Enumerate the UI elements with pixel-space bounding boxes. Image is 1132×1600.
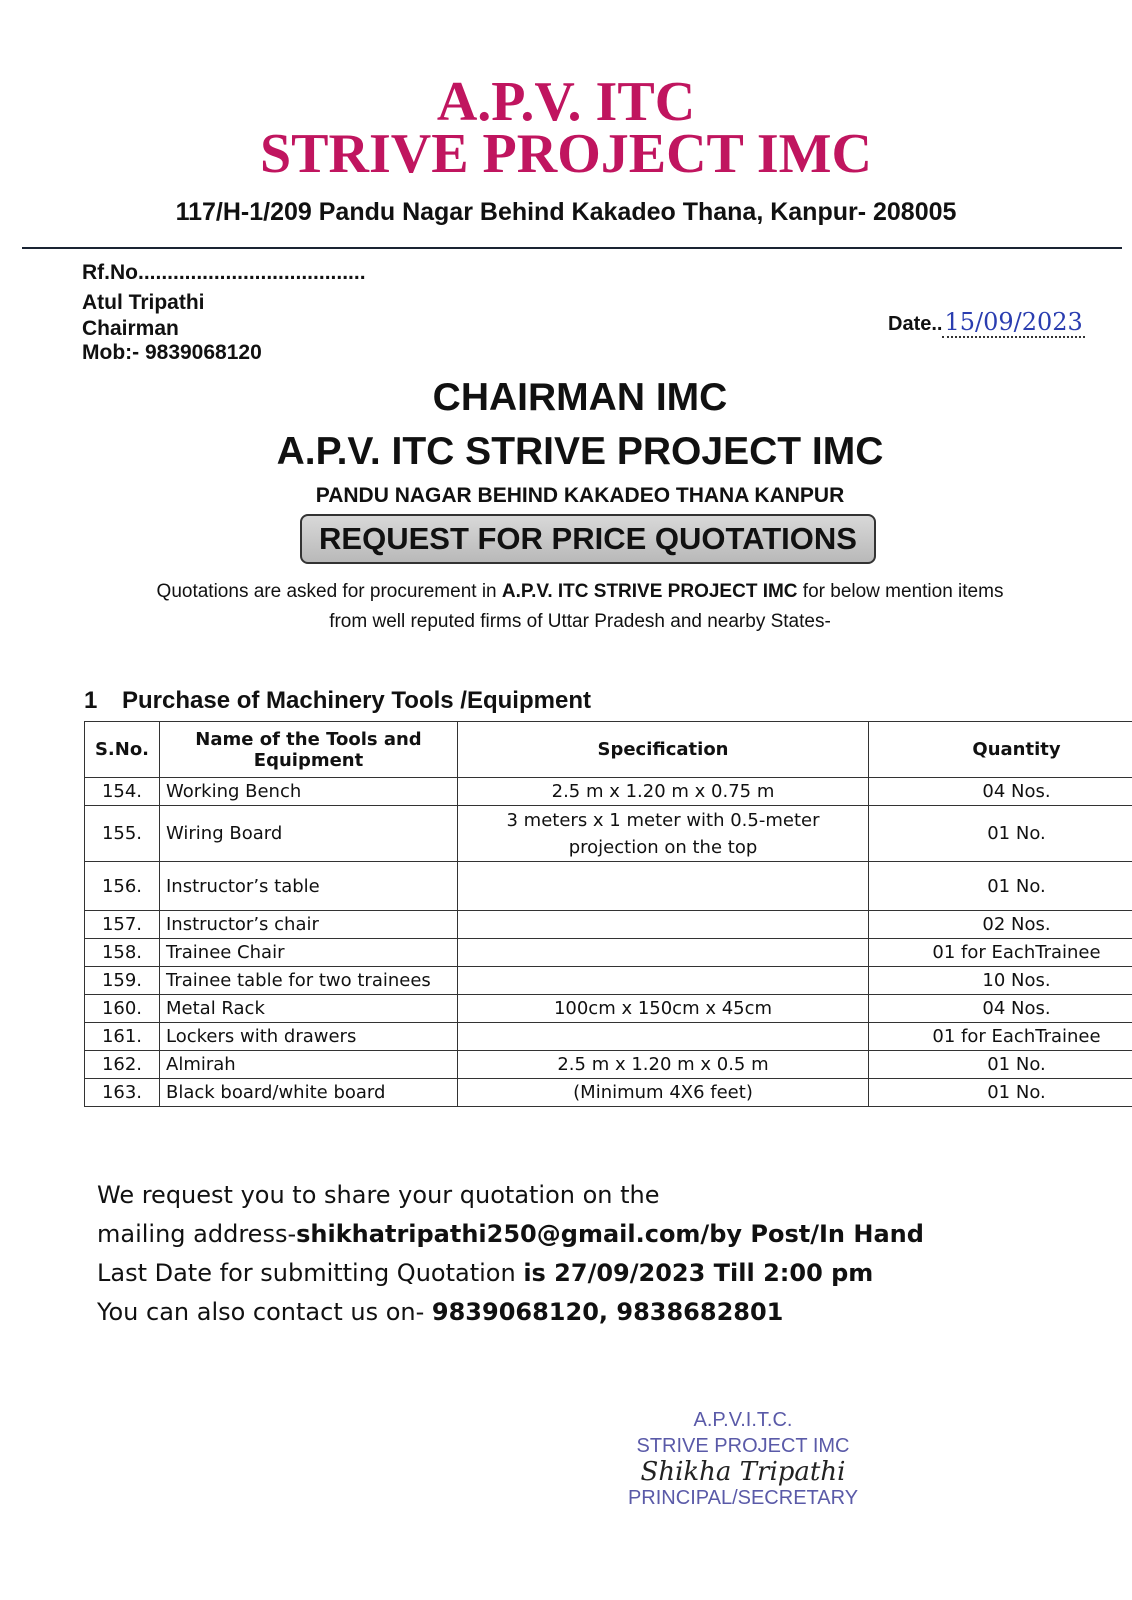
cell-spec xyxy=(458,939,869,967)
cell-sno: 159. xyxy=(85,967,160,995)
footer-line4-text: You can also contact us on- xyxy=(97,1298,432,1326)
intro-line1 xyxy=(0,577,1132,607)
cell-spec: 2.5 m x 1.20 m x 0.5 m xyxy=(458,1051,869,1079)
cell-spec xyxy=(458,967,869,995)
cell-qty: 01 No. xyxy=(869,806,1132,862)
cell-sno: 160. xyxy=(85,995,160,1023)
equipment-table xyxy=(84,721,1132,1107)
cell-qty: 01 No. xyxy=(869,1079,1132,1107)
cell-name: Lockers with drawers xyxy=(160,1023,458,1051)
table-row xyxy=(85,806,1132,862)
stamp-line3: PRINCIPAL/SECRETARY xyxy=(627,1487,859,1509)
official-stamp xyxy=(608,1407,878,1511)
cell-sno: 154. xyxy=(85,778,160,806)
cell-spec xyxy=(458,1023,869,1051)
cell-spec: 3 meters x 1 meter with 0.5-meter projection on the top xyxy=(458,806,869,862)
cell-name: Instructor’s table xyxy=(160,862,458,911)
table-row xyxy=(85,778,1132,806)
signature: Shikha Tripathi xyxy=(640,1457,846,1487)
cell-sno: 157. xyxy=(85,911,160,939)
reference-number: Rf.No....................................... xyxy=(82,261,366,284)
cell-name: Trainee Chair xyxy=(160,939,458,967)
table-row xyxy=(85,1023,1132,1051)
intro-text-a: Quotations are asked for procurement in xyxy=(156,581,502,602)
heading-line2: A.P.V. ITC STRIVE PROJECT IMC xyxy=(276,430,884,473)
date-label: Date.. xyxy=(888,313,943,335)
table-row xyxy=(85,862,1132,911)
cell-qty: 04 Nos. xyxy=(869,778,1132,806)
footer-text xyxy=(97,1176,924,1332)
header-divider xyxy=(22,247,1122,249)
cell-name: Black board/white board xyxy=(160,1079,458,1107)
stamp-line2: STRIVE PROJECT IMC xyxy=(636,1435,850,1457)
table-row xyxy=(85,1079,1132,1107)
cell-sno: 158. xyxy=(85,939,160,967)
table-row xyxy=(85,967,1132,995)
stamp-line1: A.P.V.I.T.C. xyxy=(693,1409,793,1431)
footer-line4 xyxy=(97,1293,924,1332)
cell-name: Working Bench xyxy=(160,778,458,806)
cell-sno: 163. xyxy=(85,1079,160,1107)
section-heading xyxy=(84,687,591,715)
footer-line2-text: mailing address- xyxy=(97,1220,297,1248)
intro-text-bold: A.P.V. ITC STRIVE PROJECT IMC xyxy=(501,581,798,602)
org-name-line2: STRIVE PROJECT IMC xyxy=(260,123,872,185)
cell-name: Almirah xyxy=(160,1051,458,1079)
footer-line1: We request you to share your quotation on the xyxy=(97,1181,660,1209)
cell-name: Instructor’s chair xyxy=(160,911,458,939)
table-row xyxy=(85,995,1132,1023)
org-address: 117/H-1/209 Pandu Nagar Behind Kakadeo Thana, Kanpur- 208005 xyxy=(175,198,957,226)
heading-line1: CHAIRMAN IMC xyxy=(432,376,728,419)
footer-line3-text: Last Date for submitting Quotation xyxy=(97,1259,524,1287)
cell-spec xyxy=(458,911,869,939)
cell-name: Wiring Board xyxy=(160,806,458,862)
cell-qty: 04 Nos. xyxy=(869,995,1132,1023)
cell-spec: (Minimum 4X6 feet) xyxy=(458,1079,869,1107)
cell-sno: 161. xyxy=(85,1023,160,1051)
sender-name: Atul Tripathi xyxy=(82,291,205,314)
cell-sno: 156. xyxy=(85,862,160,911)
section-title: Purchase of Machinery Tools /Equipment xyxy=(122,687,591,714)
date-field xyxy=(888,308,1085,336)
intro-paragraph xyxy=(0,577,1132,637)
footer-email: shikhatripathi250@gmail.com/by Post/In Hand xyxy=(296,1220,924,1248)
sender-title: Chairman xyxy=(82,317,179,340)
header-qty: Quantity xyxy=(869,722,1132,778)
cell-qty: 01 No. xyxy=(869,1051,1132,1079)
cell-name: Metal Rack xyxy=(160,995,458,1023)
table-row xyxy=(85,939,1132,967)
header-sno: S.No. xyxy=(85,722,160,778)
date-value: 15/09/2023 xyxy=(944,308,1083,336)
table-row xyxy=(85,1051,1132,1079)
table-header-row xyxy=(85,722,1132,778)
org-name-line1: A.P.V. ITC xyxy=(436,71,696,133)
cell-spec: 100cm x 150cm x 45cm xyxy=(458,995,869,1023)
footer-deadline: is 27/09/2023 Till 2:00 pm xyxy=(523,1259,874,1287)
table-row xyxy=(85,911,1132,939)
cell-name: Trainee table for two trainees xyxy=(160,967,458,995)
header-name: Name of the Tools and Equipment xyxy=(160,722,458,778)
cell-sno: 155. xyxy=(85,806,160,862)
footer-line3 xyxy=(97,1254,924,1293)
cell-qty: 01 for EachTrainee xyxy=(869,1023,1132,1051)
cell-spec xyxy=(458,862,869,911)
cell-qty: 10 Nos. xyxy=(869,967,1132,995)
footer-line2 xyxy=(97,1215,924,1254)
cell-qty: 01 No. xyxy=(869,862,1132,911)
cell-spec: 2.5 m x 1.20 m x 0.75 m xyxy=(458,778,869,806)
rfq-banner: REQUEST FOR PRICE QUOTATIONS xyxy=(300,514,876,564)
intro-text-b: for below mention items xyxy=(797,581,1004,602)
footer-phones: 9839068120, 9838682801 xyxy=(431,1298,784,1326)
section-number: 1 xyxy=(84,687,98,714)
intro-line2: from well reputed firms of Uttar Pradesh and nearby States- xyxy=(329,611,831,632)
cell-qty: 02 Nos. xyxy=(869,911,1132,939)
cell-qty: 01 for EachTrainee xyxy=(869,939,1132,967)
heading-line3: PANDU NAGAR BEHIND KAKADEO THANA KANPUR xyxy=(315,484,845,507)
cell-sno: 162. xyxy=(85,1051,160,1079)
header-spec: Specification xyxy=(458,722,869,778)
sender-mobile: Mob:- 9839068120 xyxy=(82,341,262,364)
